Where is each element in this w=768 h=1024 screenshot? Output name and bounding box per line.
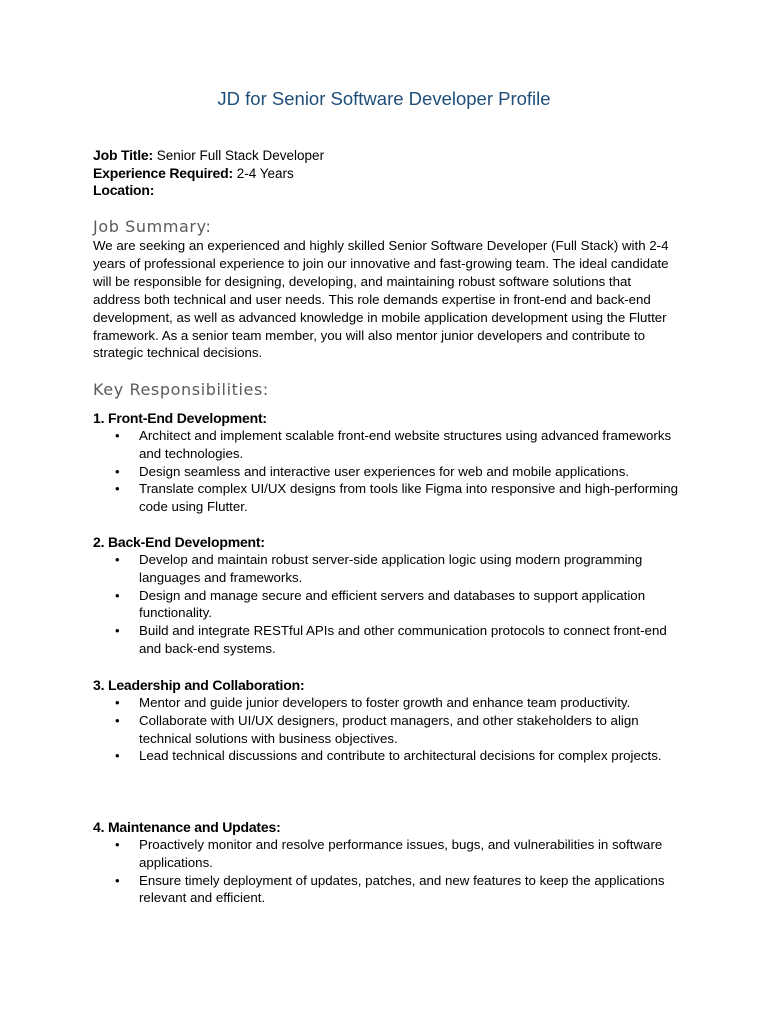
bullet-icon: •: [115, 712, 120, 728]
responsibility-section-maintenance: [93, 818, 683, 907]
job-meta: [93, 147, 324, 200]
job-title-label: Job Title:: [93, 147, 153, 163]
list-item-text: Translate complex UI/UX designs from tools like Figma into responsive and high-performing code using Flutter.: [139, 481, 679, 515]
responsibility-list: [93, 694, 683, 765]
list-item-text: Collaborate with UI/UX designers, product managers, and other stakeholders to align technical solutions with business objectives.: [139, 712, 639, 746]
responsibility-section-back-end: [93, 533, 683, 658]
bullet-icon: •: [115, 587, 120, 603]
list-item: [93, 694, 683, 712]
list-item: [93, 872, 683, 908]
experience-label: Experience Required:: [93, 164, 233, 181]
experience-value: 2-4 Years: [236, 165, 294, 181]
list-item: [93, 712, 683, 748]
job-title-value: Senior Full Stack Developer: [156, 148, 325, 163]
location-label: Location:: [93, 182, 155, 198]
bullet-icon: •: [115, 695, 120, 710]
responsibility-section-front-end: [93, 409, 683, 516]
list-item-text: Proactively monitor and resolve performance issues, bugs, and vulnerabilities in software applications.: [139, 837, 663, 870]
list-item: [93, 836, 683, 872]
responsibility-list: [93, 551, 683, 658]
job-title-row: [93, 147, 324, 165]
key-responsibilities-heading: Key Responsibilities:: [93, 380, 269, 399]
list-item-text: Architect and implement scalable front-end website structures using advanced frameworks and technologies.: [139, 428, 672, 461]
list-item: [93, 551, 683, 587]
bullet-icon: •: [115, 428, 120, 443]
list-item-text: Build and integrate RESTful APIs and other communication protocols to connect front-end and back-end systems.: [139, 623, 667, 656]
location-row: [93, 182, 324, 200]
responsibility-section-title: 1. Front-End Development:: [93, 410, 267, 426]
list-item-text: Design and manage secure and efficient servers and databases to support application functionality.: [139, 587, 646, 621]
list-item: [93, 747, 683, 765]
document-title: JD for Senior Software Developer Profile: [217, 88, 551, 109]
list-item-text: Mentor and guide junior developers to foster growth and enhance team productivity.: [139, 695, 631, 710]
bullet-icon: •: [115, 872, 120, 888]
responsibility-section-title: 4. Maintenance and Updates:: [93, 819, 281, 835]
list-item-text: Lead technical discussions and contribute to architectural decisions for complex projects.: [139, 748, 662, 764]
job-summary-text: We are seeking an experienced and highly skilled Senior Software Developer (Full Stack) with 2-4 years of professional experience to join our innovative and fast-growing team. The ideal candidate will be responsible for designing, developing, and maintaining robust software solutions that address both technical and user needs. This role demands expertise in front-end and back-end development, as well as advanced knowledge in mobile application development using the Flutter framework. As a senior team member, you will also mentor junior developers and contribute to strategic technical decisions.: [93, 238, 669, 361]
responsibility-list: [93, 836, 683, 907]
bullet-icon: •: [115, 837, 120, 852]
responsibility-section-title: 2. Back-End Development:: [93, 534, 265, 550]
bullet-icon: •: [115, 481, 120, 497]
list-item-text: Develop and maintain robust server-side application logic using modern programming languages and frameworks.: [139, 552, 643, 585]
responsibility-section-title: 3. Leadership and Collaboration:: [93, 677, 305, 693]
list-item: [93, 622, 683, 658]
list-item: [93, 587, 683, 623]
list-item: [93, 463, 683, 481]
list-item-text: Ensure timely deployment of updates, patches, and new features to keep the applications relevant and efficient.: [139, 872, 665, 906]
bullet-icon: •: [115, 552, 120, 567]
list-item-text: Design seamless and interactive user experiences for web and mobile applications.: [139, 463, 630, 479]
list-item: [93, 427, 683, 463]
bullet-icon: •: [115, 748, 120, 764]
bullet-icon: •: [115, 463, 120, 479]
job-summary-heading: Job Summary:: [93, 217, 212, 236]
list-item: [93, 480, 683, 516]
bullet-icon: •: [115, 623, 120, 639]
experience-row: [93, 165, 324, 183]
responsibility-section-leadership: [93, 676, 683, 765]
responsibility-list: [93, 427, 683, 516]
